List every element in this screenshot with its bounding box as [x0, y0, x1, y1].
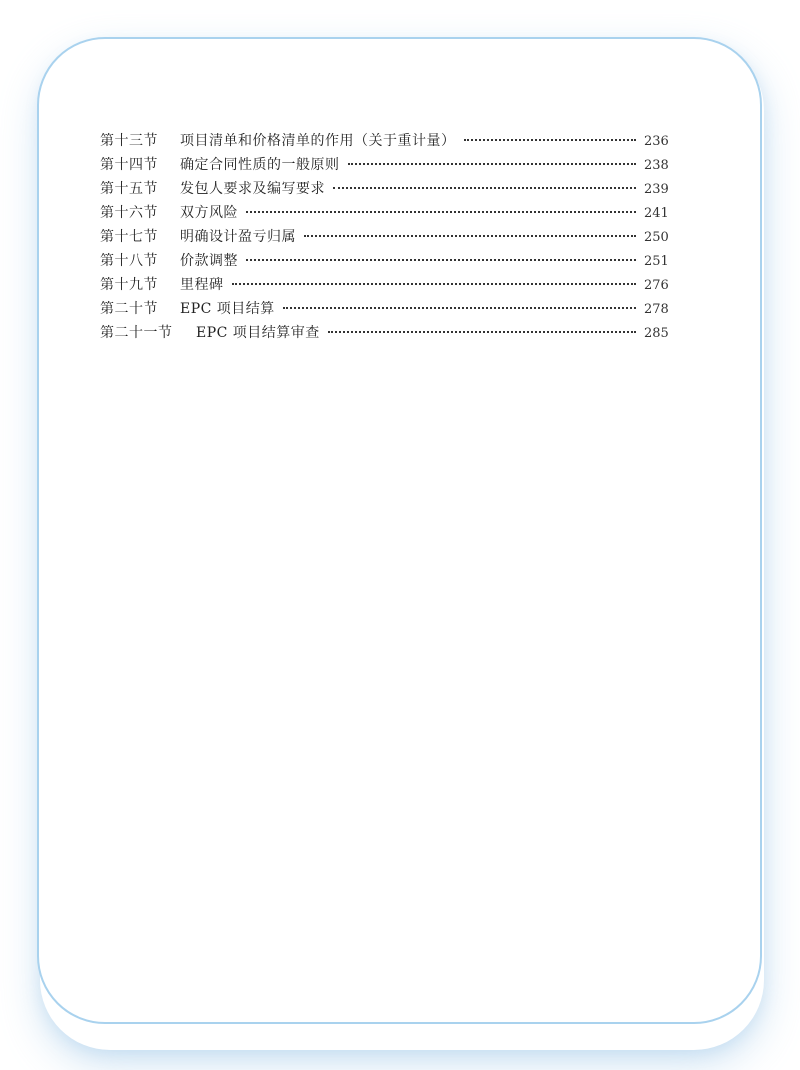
toc-page-number: 238 [644, 158, 669, 173]
toc-title: 价款调整 [180, 253, 238, 269]
toc-leader-dots [333, 187, 636, 189]
toc-entry [100, 225, 669, 249]
toc-leader-dots [304, 235, 636, 237]
toc-leader-dots [246, 259, 636, 261]
toc-entry [100, 297, 669, 321]
toc-page-number: 278 [644, 302, 669, 317]
toc-title: 里程碑 [180, 277, 224, 293]
toc-page-number: 241 [644, 206, 669, 221]
toc-entry [100, 249, 669, 273]
toc-page-number: 285 [644, 326, 669, 341]
toc-page-number: 239 [644, 182, 669, 197]
toc-leader-dots [348, 163, 637, 165]
toc-leader-dots [246, 211, 636, 213]
toc-leader-dots [232, 283, 637, 285]
toc-leader-dots [464, 139, 637, 141]
toc-title: 发包人要求及编写要求 [180, 181, 325, 197]
toc-section-number: 第二十一节 [100, 325, 173, 341]
toc-entry [100, 153, 669, 177]
toc-title: 确定合同性质的一般原则 [180, 157, 340, 173]
toc-title: 项目清单和价格清单的作用（关于重计量） [180, 133, 456, 149]
toc-entry [100, 321, 669, 345]
toc-entry [100, 129, 669, 153]
toc-title: 双方风险 [180, 205, 238, 221]
toc-entry [100, 273, 669, 297]
toc-section-number: 第十四节 [100, 157, 158, 173]
toc-leader-dots [283, 307, 636, 309]
toc-entry [100, 201, 669, 225]
toc-section-number: 第十六节 [100, 205, 158, 221]
toc-section-number: 第十八节 [100, 253, 158, 269]
toc-page-number: 250 [644, 230, 669, 245]
toc-page-number: 276 [644, 278, 669, 293]
toc-section-number: 第十五节 [100, 181, 158, 197]
toc-title: EPC 项目结算 [180, 301, 275, 317]
table-of-contents [100, 129, 669, 345]
toc-leader-dots [328, 331, 636, 333]
toc-title: 明确设计盈亏归属 [180, 229, 296, 245]
toc-title: EPC 项目结算审查 [196, 325, 320, 341]
toc-page-number: 251 [644, 254, 669, 269]
toc-section-number: 第十七节 [100, 229, 158, 245]
toc-page-number: 236 [644, 134, 669, 149]
toc-section-number: 第十九节 [100, 277, 158, 293]
toc-entry [100, 177, 669, 201]
toc-section-number: 第十三节 [100, 133, 158, 149]
toc-section-number: 第二十节 [100, 301, 158, 317]
